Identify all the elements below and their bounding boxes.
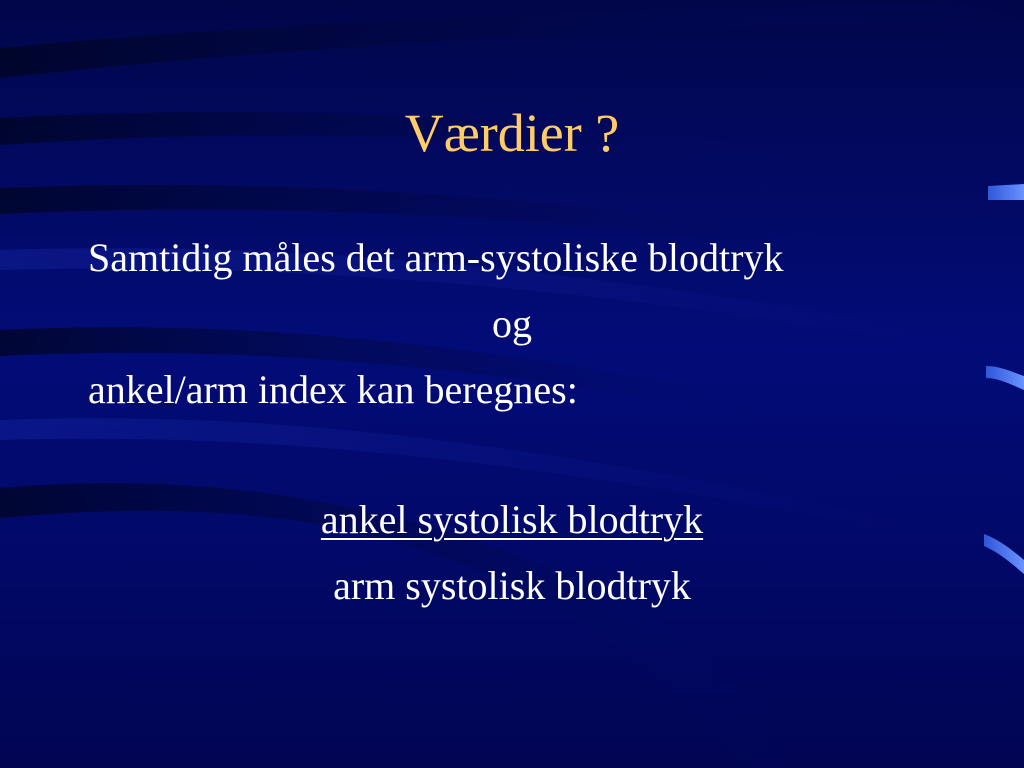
edge-tick-1 — [988, 184, 1024, 200]
body-line-1: Samtidig måles det arm-systoliske blodtryk — [88, 235, 784, 280]
formula-denominator: arm systolisk blodtryk — [333, 563, 691, 608]
swoosh-dark-1 — [0, 0, 1024, 78]
slide-title: Værdier ? — [404, 103, 620, 163]
edge-tick-2 — [986, 366, 1024, 390]
body-line-3: ankel/arm index kan beregnes: — [88, 367, 578, 412]
formula-numerator: ankel systolisk blodtryk — [320, 497, 704, 542]
formula-numerator-row — [0, 494, 1024, 546]
body-line-2: og — [492, 301, 532, 346]
